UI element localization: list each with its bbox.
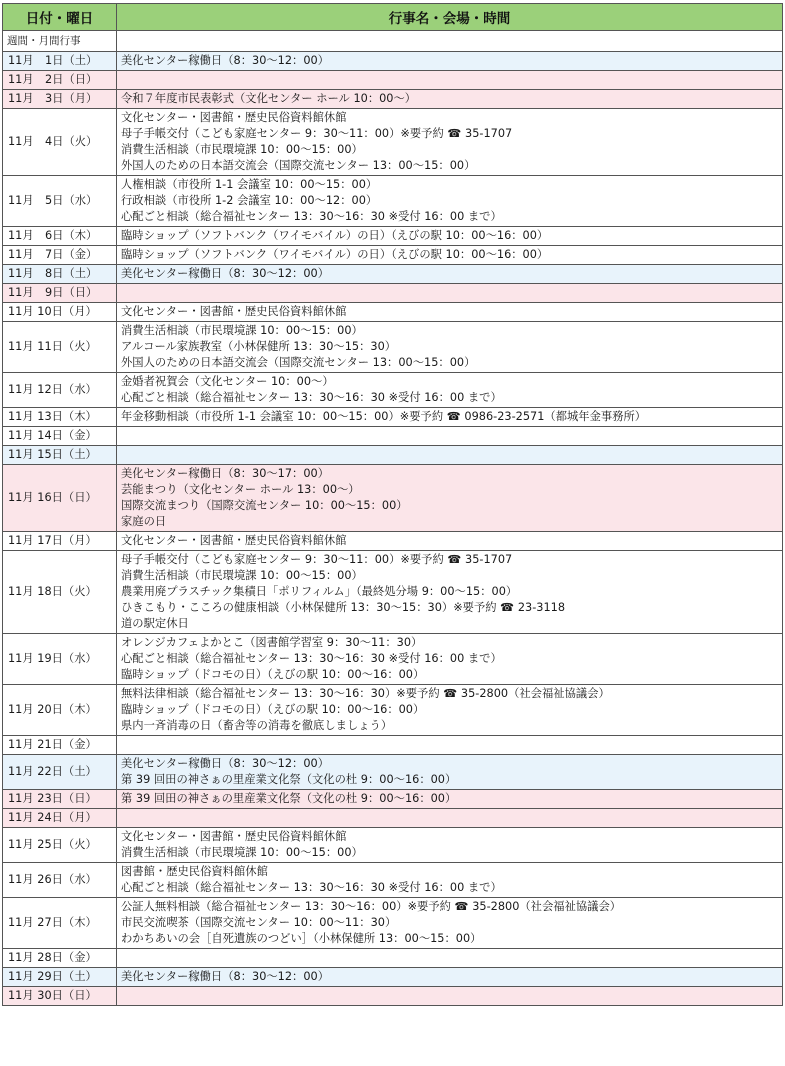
events-cell: [117, 322, 783, 373]
events-cell: [117, 532, 783, 551]
event-line: ひきこもり・こころの健康相談（小林保健所 13：30～15：30）※要予約 ☎ 23-3118: [121, 601, 566, 614]
event-line: 図書館・歴史民俗資料館休館: [121, 865, 268, 878]
event-line: わかちあいの会［自死遺族のつどい］（小林保健所 13：00～15：00）: [121, 932, 482, 945]
events-cell: [117, 863, 783, 898]
event-line: 外国人のための日本語交流会（国際交流センター 13：00～15：00）: [121, 159, 476, 172]
events-cell: [117, 828, 783, 863]
events-cell: [117, 551, 783, 634]
table-row: [3, 427, 783, 446]
table-row: [3, 755, 783, 790]
event-line: 消費生活相談（市民環境課 10：00～15：00）: [121, 846, 363, 859]
events-cell: [117, 284, 783, 303]
date-cell: 11月 18日（火）: [3, 551, 117, 634]
events-cell: [117, 634, 783, 685]
events-cell: [117, 968, 783, 987]
date-cell: 11月 24日（月）: [3, 809, 117, 828]
date-cell: 11月 30日（日）: [3, 987, 117, 1006]
date-cell: 11月 23日（日）: [3, 790, 117, 809]
events-cell: [117, 987, 783, 1006]
events-cell: [117, 446, 783, 465]
event-line: アルコール家族教室（小林保健所 13：30～15：30）: [121, 340, 397, 353]
date-cell: 11月 17日（月）: [3, 532, 117, 551]
event-line: 心配ごと相談（総合福祉センター 13：30～16：30 ※受付 16：00 まで）: [121, 210, 502, 223]
date-cell: 11月 7日（金）: [3, 246, 117, 265]
event-calendar: [2, 3, 782, 1006]
table-row: [3, 898, 783, 949]
events-cell: [117, 809, 783, 828]
table-row: [3, 71, 783, 90]
table-row: [3, 109, 783, 176]
table-row: [3, 634, 783, 685]
date-cell: 11月 9日（日）: [3, 284, 117, 303]
events-cell: [117, 52, 783, 71]
events-cell: [117, 71, 783, 90]
date-cell: 11月 4日（火）: [3, 109, 117, 176]
event-line: 文化センター・図書館・歴史民俗資料館休館: [121, 305, 347, 318]
date-cell: 11月 2日（日）: [3, 71, 117, 90]
event-line: 国際交流まつり（国際交流センター 10：00～15：00）: [121, 499, 408, 512]
table-row: [3, 265, 783, 284]
date-cell: 11月 20日（木）: [3, 685, 117, 736]
event-line: 美化センター稼働日（8：30～12：00）: [121, 54, 330, 67]
table-row: [3, 685, 783, 736]
event-line: 美化センター稼働日（8：30～12：00）: [121, 757, 330, 770]
event-line: 心配ごと相談（総合福祉センター 13：30～16：30 ※受付 16：00 まで）: [121, 881, 502, 894]
weekly-monthly-label: 週間・月間行事: [3, 31, 117, 52]
event-line: 母子手帳交付（こども家庭センター 9：30～11：00）※要予約 ☎ 35-1707: [121, 127, 513, 140]
event-line: 第 39 回田の神さぁの里産業文化祭（文化の杜 9：00～16：00）: [121, 773, 457, 786]
table-row: [3, 446, 783, 465]
event-line: 県内一斉消毒の日（畜舎等の消毒を徹底しましょう）: [121, 719, 393, 732]
event-line: 消費生活相談（市民環境課 10：00～15：00）: [121, 569, 363, 582]
event-line: 令和７年度市民表彰式（文化センター ホール 10：00～）: [121, 92, 417, 105]
events-cell: [117, 755, 783, 790]
table-row: [3, 176, 783, 227]
events-cell: [117, 427, 783, 446]
table-row: [3, 968, 783, 987]
table-row: [3, 90, 783, 109]
events-cell: [117, 303, 783, 322]
event-line: 臨時ショップ（ドコモの日）（えびの駅 10：00～16：00）: [121, 703, 425, 716]
table-row: [3, 828, 783, 863]
table-row: [3, 373, 783, 408]
events-cell: [117, 265, 783, 284]
table-header-row: [3, 4, 783, 31]
date-cell: 11月 1日（土）: [3, 52, 117, 71]
table-row: [3, 303, 783, 322]
date-cell: 11月 26日（水）: [3, 863, 117, 898]
events-cell: [117, 465, 783, 532]
event-line: 消費生活相談（市民環境課 10：00～15：00）: [121, 324, 363, 337]
event-line: 美化センター稼働日（8：30～17：00）: [121, 467, 330, 480]
event-line: 家庭の日: [121, 515, 167, 528]
event-line: 第 39 回田の神さぁの里産業文化祭（文化の杜 9：00～16：00）: [121, 792, 457, 805]
events-cell: [117, 790, 783, 809]
date-cell: 11月 13日（木）: [3, 408, 117, 427]
event-line: 文化センター・図書館・歴史民俗資料館休館: [121, 534, 347, 547]
event-line: 人権相談（市役所 1-1 会議室 10：00～15：00）: [121, 178, 378, 191]
event-line: 母子手帳交付（こども家庭センター 9：30～11：00）※要予約 ☎ 35-1707: [121, 553, 513, 566]
event-line: 臨時ショップ（ソフトバンク（ワイモバイル）の日）（えびの駅 10：00～16：00）: [121, 229, 549, 242]
date-cell: 11月 27日（木）: [3, 898, 117, 949]
event-line: 消費生活相談（市民環境課 10：00～15：00）: [121, 143, 363, 156]
date-cell: 11月 29日（土）: [3, 968, 117, 987]
date-cell: 11月 15日（土）: [3, 446, 117, 465]
events-cell: [117, 408, 783, 427]
date-cell: 11月 11日（火）: [3, 322, 117, 373]
table-row: [3, 809, 783, 828]
date-cell: 11月 10日（月）: [3, 303, 117, 322]
event-line: 無料法律相談（総合福祉センター 13：30～16：30）※要予約 ☎ 35-2800（社会福祉協議会）: [121, 687, 610, 700]
events-cell: [117, 736, 783, 755]
event-line: 金婚者祝賀会（文化センター 10：00～）: [121, 375, 334, 388]
date-cell: 11月 5日（水）: [3, 176, 117, 227]
events-cell: [117, 898, 783, 949]
date-column-header: 日付・曜日: [3, 4, 117, 31]
date-cell: 11月 19日（水）: [3, 634, 117, 685]
table-row: [3, 284, 783, 303]
table-row: [3, 322, 783, 373]
events-cell: [117, 90, 783, 109]
event-line: 農業用廃プラスチック集積日「ポリフィルム」（最終処分場 9：00～15：00）: [121, 585, 518, 598]
event-line: 文化センター・図書館・歴史民俗資料館休館: [121, 111, 347, 124]
weekly-monthly-row: [3, 31, 783, 52]
date-cell: 11月 22日（土）: [3, 755, 117, 790]
table-row: [3, 246, 783, 265]
event-column-header: 行事名・会場・時間: [117, 4, 783, 31]
event-line: 道の駅定休日: [121, 617, 189, 630]
date-cell: 11月 3日（月）: [3, 90, 117, 109]
events-cell: [117, 227, 783, 246]
table-row: [3, 227, 783, 246]
table-row: [3, 790, 783, 809]
table-row: [3, 736, 783, 755]
date-cell: 11月 12日（水）: [3, 373, 117, 408]
event-line: 年金移動相談（市役所 1-1 会議室 10：00～15：00）※要予約 ☎ 0986-23-2571（都城年金事務所）: [121, 410, 647, 423]
event-table: [2, 3, 783, 1006]
table-row: [3, 52, 783, 71]
table-row: [3, 551, 783, 634]
date-cell: 11月 16日（日）: [3, 465, 117, 532]
events-cell: [117, 373, 783, 408]
event-line: オレンジカフェよかとこ（図書館学習室 9：30～11：30）: [121, 636, 423, 649]
event-line: 外国人のための日本語交流会（国際交流センター 13：00～15：00）: [121, 356, 476, 369]
event-line: 心配ごと相談（総合福祉センター 13：30～16：30 ※受付 16：00 まで）: [121, 652, 502, 665]
weekly-monthly-events: [117, 31, 783, 52]
event-line: 行政相談（市役所 1-2 会議室 10：00～12：00）: [121, 194, 378, 207]
table-row: [3, 987, 783, 1006]
event-line: 文化センター・図書館・歴史民俗資料館休館: [121, 830, 347, 843]
table-row: [3, 949, 783, 968]
table-row: [3, 532, 783, 551]
date-cell: 11月 28日（金）: [3, 949, 117, 968]
events-cell: [117, 685, 783, 736]
event-line: 臨時ショップ（ドコモの日）（えびの駅 10：00～16：00）: [121, 668, 425, 681]
date-cell: 11月 21日（金）: [3, 736, 117, 755]
table-row: [3, 863, 783, 898]
event-line: 心配ごと相談（総合福祉センター 13：30～16：30 ※受付 16：00 まで）: [121, 391, 502, 404]
event-line: 臨時ショップ（ソフトバンク（ワイモバイル）の日）（えびの駅 10：00～16：00）: [121, 248, 549, 261]
event-line: 公証人無料相談（総合福祉センター 13：30～16：00）※要予約 ☎ 35-2800（社会福祉協議会）: [121, 900, 622, 913]
date-cell: 11月 6日（木）: [3, 227, 117, 246]
events-cell: [117, 109, 783, 176]
date-cell: 11月 25日（火）: [3, 828, 117, 863]
date-cell: 11月 8日（土）: [3, 265, 117, 284]
events-cell: [117, 176, 783, 227]
events-cell: [117, 949, 783, 968]
event-line: 芸能まつり（文化センター ホール 13：00～）: [121, 483, 360, 496]
event-line: 美化センター稼働日（8：30～12：00）: [121, 970, 330, 983]
events-cell: [117, 246, 783, 265]
event-line: 美化センター稼働日（8：30～12：00）: [121, 267, 330, 280]
event-line: 市民交流喫茶（国際交流センター 10：00～11：30）: [121, 916, 397, 929]
date-cell: 11月 14日（金）: [3, 427, 117, 446]
table-row: [3, 465, 783, 532]
table-row: [3, 408, 783, 427]
table-body: [3, 31, 783, 1006]
